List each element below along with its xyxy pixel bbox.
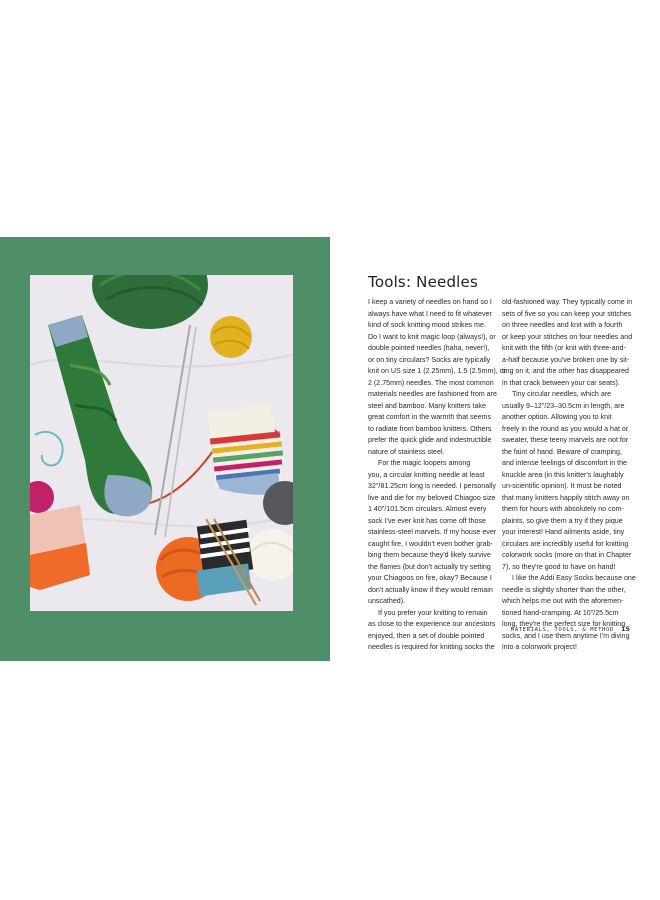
text-line: Do I want to knit magic loop (always!), or xyxy=(368,332,496,341)
page-number: 15 xyxy=(620,625,630,633)
book-spread xyxy=(0,237,660,661)
text-line: sets of five so you can keep your stitches xyxy=(502,309,632,318)
text-column-1 xyxy=(368,297,506,654)
text-line: sweater, these teeny marvels are not for xyxy=(502,436,629,444)
text-line: materials needles are fashioned from are xyxy=(368,390,497,398)
text-line: as close to the experience our ancestors xyxy=(368,620,496,628)
footer-section: MATERIALS, TOOLS, & METHOD xyxy=(510,627,614,633)
green-sock xyxy=(48,315,152,516)
text-line: that many knitters happily stitch away on xyxy=(502,493,630,502)
text-line: you, a circular knitting needle at least xyxy=(368,470,485,479)
text-line: freely in the round as you would a hat or xyxy=(502,424,629,433)
text-column-2 xyxy=(502,297,636,654)
text-line: un-scientific opinion). It must be noted xyxy=(502,482,622,490)
text-line: sock I've ever knit has come off those xyxy=(368,516,486,525)
text-line: For the magic loopers among xyxy=(378,459,471,467)
text-line: kind of sock knitting mood strikes me. xyxy=(368,321,486,329)
section-title: Tools: Needles xyxy=(368,273,478,291)
page-footer xyxy=(511,625,630,633)
text-line: socks, and I use them anytime I'm diving xyxy=(502,631,630,640)
left-page xyxy=(0,237,330,661)
text-line: old-fashioned way. They typically come in xyxy=(502,298,633,306)
text-line: tioned hand-cramping. At 10"/25.5cm xyxy=(502,608,619,617)
text-line: or keep your stitches on four needles and xyxy=(502,332,633,341)
text-line: plaints, so give them a try if they pique xyxy=(502,516,623,525)
text-line: Tiny circular needles, which are xyxy=(512,390,612,398)
text-line: ting on it, and the other has disappeared xyxy=(502,367,629,375)
text-line: the faint of hand. Beware of cramping, xyxy=(502,447,622,456)
text-line: them for hours with absolutely no com- xyxy=(502,505,624,513)
text-line: prefer the quick glide and indestructible xyxy=(368,436,492,444)
text-line: the flames (but don't actually try setting xyxy=(368,562,491,571)
text-line: I like the Addi Easy Socks because one xyxy=(512,574,636,582)
text-line: on three needles and knit with a fourth xyxy=(502,321,623,329)
text-line: circulars are incredibly useful for knitting xyxy=(502,539,629,548)
yellow-yarn-ball xyxy=(210,316,252,358)
text-line: in that crack between your car seats). xyxy=(502,378,620,387)
text-line: unscathed). xyxy=(368,597,406,605)
text-line: double pointed needles (haha, never!), xyxy=(368,344,490,352)
text-line: or on tiny circulars? Socks are typically xyxy=(368,355,491,364)
text-line: long, they're the perfect size for knitting xyxy=(502,620,626,628)
text-line: into a colorwork project! xyxy=(502,643,577,651)
text-line: great comfort in the warmth that seems xyxy=(368,413,492,421)
text-line: knuckle area (in this knitter's laughably xyxy=(502,470,624,479)
text-line: which helps me out with the aforemen- xyxy=(502,597,624,605)
text-line: needles is required for knitting socks the xyxy=(368,643,495,651)
text-line: enjoyed, then a set of double pointed xyxy=(368,631,485,640)
text-line: caught fire, I wouldn't even bother grab- xyxy=(368,539,493,548)
green-yarn-ball xyxy=(92,275,208,329)
text-line: live and die for my beloved Chiagoo size xyxy=(368,493,496,502)
text-line: 32"/81.25cm long is needed. I personally xyxy=(368,482,496,490)
text-line: needle is slightly shorter than the other, xyxy=(502,585,626,594)
text-line: don't actually know if they would remain xyxy=(368,585,493,594)
striped-sock xyxy=(208,403,283,495)
text-line: If you prefer your knitting to remain xyxy=(378,608,488,617)
text-line: usually 9–12"/23–30.5cm in length, are xyxy=(502,401,625,410)
knitting-photo xyxy=(30,275,293,611)
text-line: steel and bamboo. Many knitters take xyxy=(368,401,486,410)
text-line: a-half because you've broken one by sit- xyxy=(502,355,630,364)
text-line: to radiate from bamboo knitters. Others xyxy=(368,424,492,433)
text-line: I keep a variety of needles on hand so I xyxy=(368,298,492,306)
text-line: nature of stainless steel. xyxy=(368,447,445,456)
text-line: 1 40"/101.5cm circulars. Almost every xyxy=(368,505,487,513)
text-line: knit with the fifth (or knit with three-and- xyxy=(502,344,626,352)
text-line: colorwork socks (more on that in Chapter xyxy=(502,551,632,559)
text-line: another option. Allowing you to knit xyxy=(502,413,612,421)
text-line: and intense feelings of discomfort in the xyxy=(502,459,628,467)
right-page xyxy=(330,237,660,661)
text-line: knit on US size 1 (2.25mm), 1.5 (2.5mm), or xyxy=(368,367,506,375)
text-line: your Chiagoos on fire, okay? Because I xyxy=(368,574,492,582)
text-line: 7), so they're good to have on hand! xyxy=(502,562,616,571)
text-line: stainless-steel marvels. If my house ever xyxy=(368,528,497,536)
text-line: 2 (2.75mm) needles. The most common xyxy=(368,378,494,387)
text-line: bing them because they'd likely survive xyxy=(368,551,491,559)
text-line: your interest! Hand ailments aside, tiny xyxy=(502,528,625,536)
text-line: always have what I need to fit whatever xyxy=(368,309,492,318)
